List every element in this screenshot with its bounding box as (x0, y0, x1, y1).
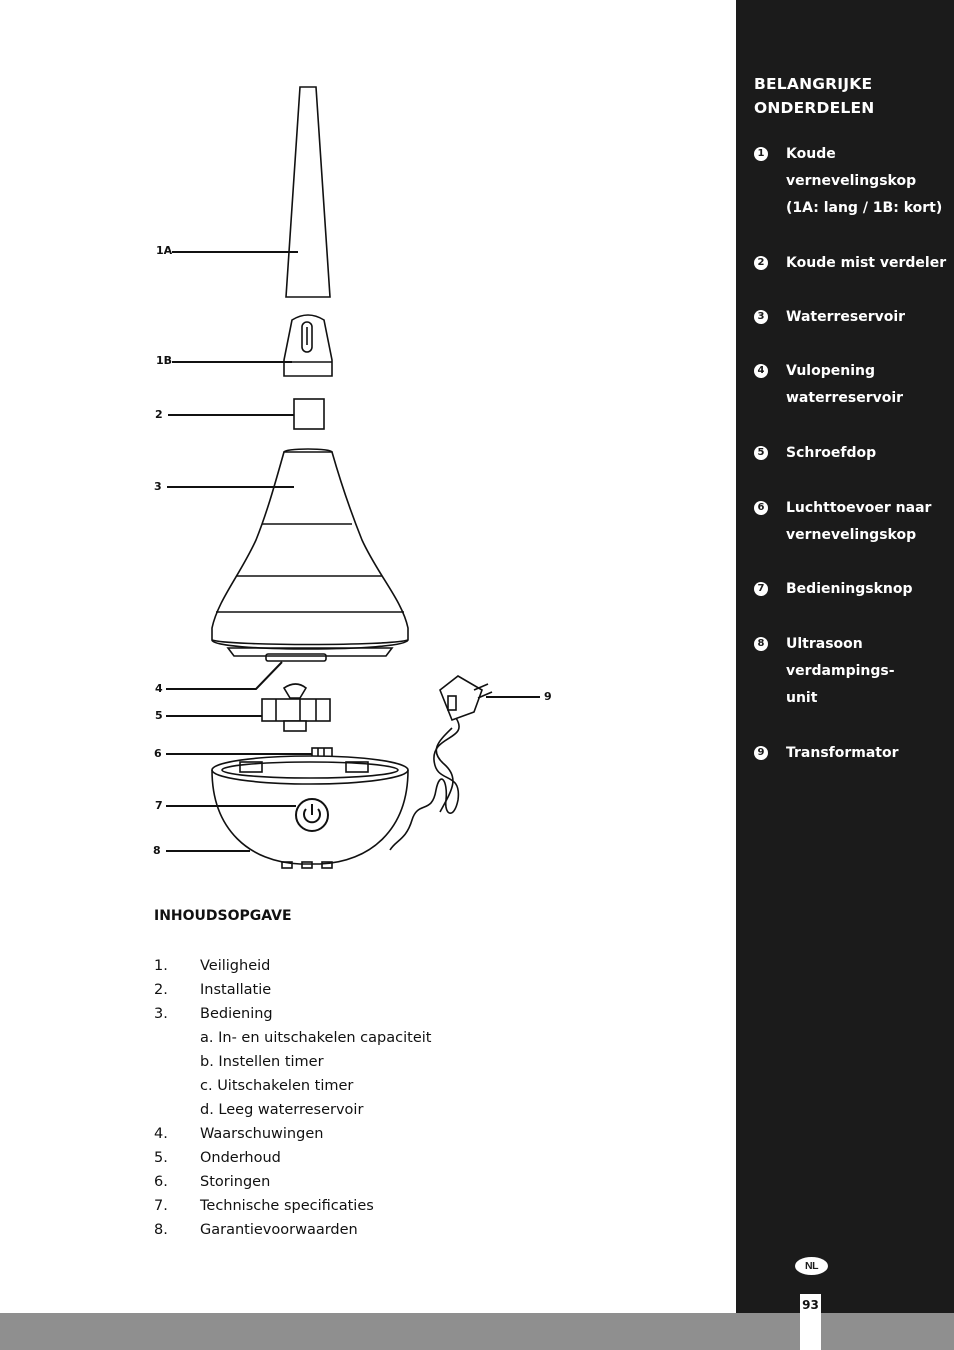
page-number: 93 (802, 1298, 819, 1312)
part-number-badge: 3 (754, 310, 768, 324)
sidebar-title: BELANGRIJKE ONDERDELEN (754, 75, 875, 117)
part-label: Waterreservoir (786, 309, 906, 325)
part-number-badge: 8 (754, 637, 768, 651)
toc-item-text: Installatie (200, 982, 272, 998)
part-label: Transformator (786, 745, 899, 761)
callout-5: 5 (155, 709, 163, 722)
part-number-badge: 7 (754, 582, 768, 596)
toc-item-text: d. Leeg waterreservoir (200, 1102, 364, 1118)
toc-item-text: Veiligheid (200, 958, 271, 974)
base-unit-8 (166, 756, 408, 868)
toc-item-number: 3. (154, 1006, 168, 1022)
screw-cap-5 (166, 684, 330, 731)
toc-item-text: a. In- en uitschakelen capaciteit (200, 1030, 432, 1046)
toc-item-text: Onderhoud (200, 1150, 281, 1166)
part-number-badge: 6 (754, 501, 768, 515)
part-number-badge: 5 (754, 446, 768, 460)
part-number-badge: 2 (754, 256, 768, 270)
toc-item-text: c. Uitschakelen timer (200, 1078, 354, 1094)
toc-item-text: Bediening (200, 1006, 273, 1022)
transformer-9 (390, 676, 540, 850)
nozzle-long-1a (172, 87, 330, 297)
toc-item-number: 2. (154, 982, 168, 998)
parts-sidebar (736, 0, 954, 1350)
toc-item-number: 1. (154, 958, 168, 974)
power-button-7 (166, 799, 328, 831)
callout-3: 3 (154, 480, 162, 493)
part-number-badge: 9 (754, 746, 768, 760)
toc-title: INHOUDSOPGAVE (154, 908, 292, 924)
part-label: Koude mist verdeler (786, 255, 947, 271)
part-number-badge: 4 (754, 364, 768, 378)
part-label: Ultrasoon verdampings-unit (786, 636, 895, 706)
callout-9: 9 (544, 690, 552, 703)
toc-item-text: b. Instellen timer (200, 1054, 324, 1070)
toc-item-number: 5. (154, 1150, 168, 1166)
humidifier-exploded-diagram (140, 70, 580, 880)
callout-1a: 1A (156, 244, 173, 257)
water-tank-3 (167, 449, 408, 661)
mist-diffuser-2 (168, 399, 324, 429)
callout-4: 4 (155, 682, 163, 695)
part-label: Vulopening waterreservoir (786, 363, 904, 406)
toc-item-text: Storingen (200, 1174, 271, 1190)
toc-item-number: 6. (154, 1174, 168, 1190)
callout-1b: 1B (156, 354, 173, 367)
part-label: Schroefdop (786, 445, 877, 461)
part-label: Luchttoevoer naar vernevelingskop (786, 500, 932, 543)
part-label: Koude vernevelingskop (1A: lang / 1B: kort) (786, 146, 943, 216)
language-badge: NL (795, 1257, 828, 1275)
toc-item-number: 7. (154, 1198, 168, 1214)
toc-item-text: Waarschuwingen (200, 1126, 324, 1142)
callout-2: 2 (155, 408, 163, 421)
callout-7: 7 (155, 799, 163, 812)
toc-item-text: Technische specificaties (200, 1198, 374, 1214)
part-number-badge: 1 (754, 147, 768, 161)
callout-8: 8 (153, 844, 161, 857)
fill-opening-4 (166, 662, 282, 689)
toc-item-number: 4. (154, 1126, 168, 1142)
nozzle-short-1b (172, 315, 332, 376)
callout-6: 6 (154, 747, 162, 760)
part-label: Bedieningsknop (786, 581, 913, 597)
toc-item-text: Garantievoorwaarden (200, 1222, 358, 1238)
toc-item-number: 8. (154, 1222, 168, 1238)
